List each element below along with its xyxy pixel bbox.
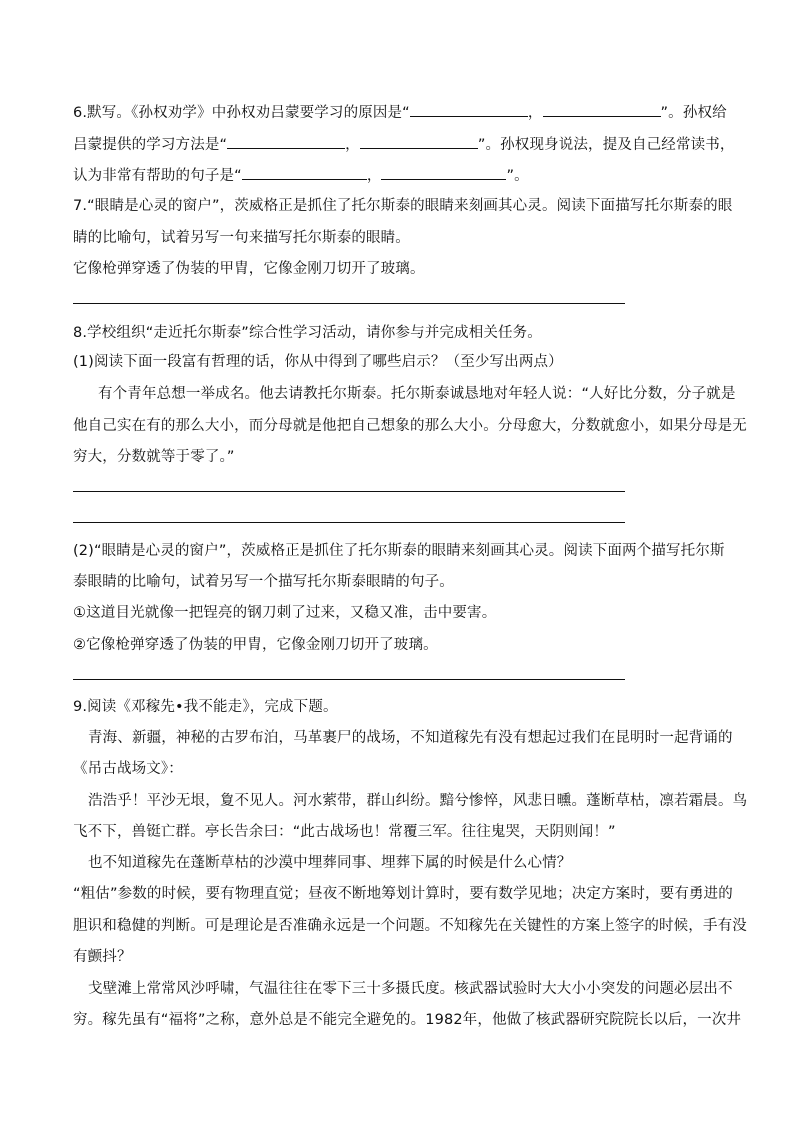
- q9-text-10: 穷。稼先虽有“福将”之称，意外总是不能完全避免的。1982年，他做了核武器研究院院长以后，一次井: [73, 1012, 742, 1028]
- fill-blank[interactable]: [410, 102, 528, 117]
- q6-text: ，: [366, 168, 382, 184]
- q8-part2-sentence-1: ①这道目光就像一把锃亮的钢刀刺了过来，又稳又准，击中要害。: [73, 605, 497, 621]
- q8-part1-answer-line-2[interactable]: [73, 522, 625, 523]
- q6-text: 认为非常有帮助的句子是“: [73, 168, 242, 184]
- q6-text: ”。孙权给: [660, 105, 727, 121]
- q7-answer-line[interactable]: [73, 303, 625, 304]
- q8-part2-question-2: 泰眼睛的比喻句，试着另写一个描写托尔斯泰眼睛的句子。: [73, 574, 454, 590]
- q9-text-1: 青海、新疆，神秘的古罗布泊，马革裹尸的战场，不知道稼先有没有想起过我们在昆明时一起背诵的: [88, 730, 733, 746]
- q6-line-2: [73, 134, 735, 155]
- q8-intro: 8.学校组织“走近托尔斯泰”综合性学习活动，请你参与并完成相关任务。: [73, 325, 542, 341]
- q8-part2-answer-line[interactable]: [73, 679, 625, 680]
- fill-blank[interactable]: [381, 165, 506, 180]
- q9-text-8: 有颤抖？: [73, 949, 132, 965]
- q6-text: ，: [527, 105, 543, 121]
- q6-text: 6.默写。《孙权劝学》中孙权劝吕蒙要学习的原因是“: [73, 105, 410, 121]
- q8-part1-question: (1)阅读下面一段富有哲理的话，你从中得到了哪些启示？（至少写出两点）: [73, 354, 563, 370]
- fill-blank[interactable]: [360, 134, 478, 149]
- q8-part1-text-2: 他自己实在有的那么大小，而分母就是他把自己想象的那么大小。分母愈大，分数就愈小，如果分母是无: [73, 418, 747, 434]
- q8-part1-answer-line-1[interactable]: [73, 491, 625, 492]
- q9-text-4: 飞不下，兽铤亡群。亭长告余曰：“此古战场也！常覆三军。往往鬼哭，天阴则闻！”: [73, 824, 616, 840]
- q6-text: 吕蒙提供的学习方法是“: [73, 137, 228, 153]
- q9-text-2: 《吊古战场文》：: [73, 761, 183, 777]
- q6-text: ，: [345, 137, 360, 153]
- fill-blank[interactable]: [242, 165, 367, 180]
- q9-text-6: “粗估”参数的时候，要有物理直觉；昼夜不断地筹划计算时，要有数学见地；决定方案时，要有勇进的: [73, 886, 733, 902]
- q6-line-3: [73, 165, 529, 186]
- fill-blank[interactable]: [543, 102, 661, 117]
- fill-blank[interactable]: [227, 134, 345, 149]
- q8-part2-sentence-2: ②它像枪弹穿透了伪装的甲胄，它像金刚刀切开了玻璃。: [73, 637, 438, 653]
- q9-text-3: 浩浩乎！平沙无垠，夐不见人。河水萦带，群山纠纷。黯兮惨悴，风悲日曛。蓬断草枯，凛若霜晨。鸟: [88, 793, 748, 809]
- q9-text-7: 胆识和稳健的判断。可是理论是否准确永远是一个问题。不知稼先在关键性的方案上签字的时候，手有没: [73, 918, 747, 934]
- q8-part1-text-1: 有个青年总想一举成名。他去请教托尔斯泰。托尔斯泰诚恳地对年轻人说：“人好比分数，分子就是: [98, 386, 736, 402]
- q6-text: ”。: [506, 168, 529, 184]
- q8-part2-question-1: (2)“眼睛是心灵的窗户”，茨威格正是抓住了托尔斯泰的眼睛来刻画其心灵。阅读下面两个描写托尔斯: [73, 543, 725, 559]
- q8-part1-text-3: 穷大，分数就等于零了。”: [73, 449, 235, 465]
- q9-intro: 9.阅读《邓稼先•我不能走》，完成下题。: [73, 699, 338, 715]
- q7-line-3: 它像枪弹穿透了伪装的甲胄，它像金刚刀切开了玻璃。: [73, 261, 425, 277]
- q9-text-5: 也不知道稼先在蓬断草枯的沙漠中埋葬同事、埋葬下属的时候是什么心情？: [88, 855, 572, 871]
- q6-text: ”。孙权现身说法，提及自己经常读书，: [477, 137, 735, 153]
- q9-text-9: 戈壁滩上常常风沙呼啸，气温往往在零下三十多摄氏度。核武器试验时大大小小突发的问题必层出不: [88, 981, 733, 997]
- q7-line-2: 睛的比喻句，试着另写一句来描写托尔斯泰的眼睛。: [73, 230, 410, 246]
- q6-line-1: [73, 102, 727, 123]
- q7-line-1: 7.“眼睛是心灵的窗户”，茨威格正是抓住了托尔斯泰的眼睛来刻画其心灵。阅读下面描写托尔斯泰的眼: [73, 198, 733, 214]
